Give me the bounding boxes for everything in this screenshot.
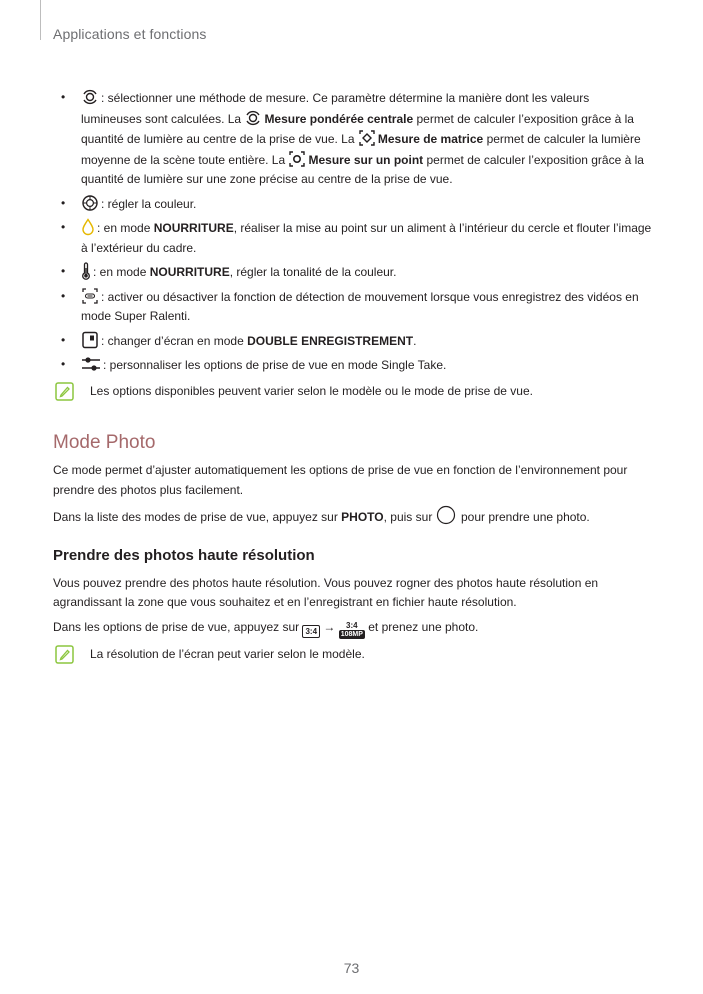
color-tone-icon (81, 194, 99, 212)
bullet-dot: • (61, 220, 66, 234)
list-item: • : sélectionner une méthode de mesure. Ce paramètre détermine la manière dont les valeurs lumineuses sont calculées. La Mesure pondérée centrale permet de calculer l’exposition grâce à la quantité de lumière au centre de la prise de vue. La Mesure de matrice permet de calculer la lumière moyenne de la scène toute entière. La Mesure sur un point permet de calculer l’exposition grâce à la quantité de lumière sur une zone précise au centre de la prise de vue. (61, 90, 644, 186)
shutter-icon (436, 505, 456, 525)
spot-icon (288, 150, 306, 168)
subsection-title: Prendre des photos haute résolution (53, 546, 315, 564)
thermometer-icon (81, 262, 91, 280)
subsection-paragraph: Dans les options de prise de vue, appuyez sur 3:4 → 3:4 108MP et prenez une photo. (53, 619, 479, 638)
section-title: Mode Photo (53, 432, 156, 453)
bullet-dot: • (61, 195, 66, 210)
sliders-icon (81, 355, 101, 373)
center-weighted-icon (244, 109, 262, 127)
dual-screen-icon (81, 331, 99, 349)
list-item: • : changer d’écran en mode DOUBLE ENREGISTREMENT. (53, 331, 653, 352)
list-item: • : régler la couleur. (53, 194, 653, 215)
bullet-dot: • (61, 332, 66, 347)
matrix-icon (358, 129, 376, 147)
section-paragraph: Dans la liste des modes de prise de vue, appuyez sur PHOTO, puis sur pour prendre une photo. (53, 505, 653, 528)
bullet-dot: • (61, 264, 66, 278)
page-number: 73 (343, 960, 360, 976)
drop-icon (81, 218, 95, 236)
note-text: La résolution de l’écran peut varier selon le modèle. (90, 646, 365, 661)
note-text: Les options disponibles peuvent varier selon le modèle ou le mode de prise de vue. (90, 383, 533, 398)
section-paragraph: Ce mode permet d’ajuster automatiquement les options de prise de vue en fonction de l’environnement pour prendre des photos plus facilement. (53, 463, 628, 497)
list-item: • : activer ou désactiver la fonction de détection de mouvement lorsque vous enregistrez des vidéos en mode Super Ralenti. (61, 288, 639, 323)
note (53, 645, 653, 665)
bullet-dot: • (61, 288, 66, 303)
motion-detection-icon (81, 287, 99, 305)
header-title: Applications et fonctions (53, 26, 207, 42)
page-content (53, 88, 653, 668)
subsection-paragraph: Vous pouvez prendre des photos haute résolution. Vous pouvez rogner des photos haute résolution en agrandissant la zone que vous souhaitez et en l’enregistrant en fichier haute résolution. (53, 575, 599, 609)
list-item: • : en mode NOURRITURE, régler la tonalité de la couleur. (53, 262, 653, 283)
note-icon (55, 382, 74, 408)
header-rule (40, 0, 41, 40)
metering-icon (81, 88, 99, 106)
bullet-dot: • (61, 90, 66, 104)
ratio-icon: 3:4 (302, 625, 320, 638)
note (53, 382, 653, 402)
resolution-icon: 3:4 108MP (340, 620, 363, 638)
list-item: • : personnaliser les options de prise de vue en mode Single Take. (53, 355, 653, 376)
bullet-dot: • (61, 357, 66, 371)
bullet-list (53, 88, 653, 376)
note-icon (55, 645, 74, 671)
list-item: • : en mode NOURRITURE, réaliser la mise au point sur un aliment à l’intérieur du cercle et flouter l’image à l’extérieur du cadre. (61, 220, 652, 255)
